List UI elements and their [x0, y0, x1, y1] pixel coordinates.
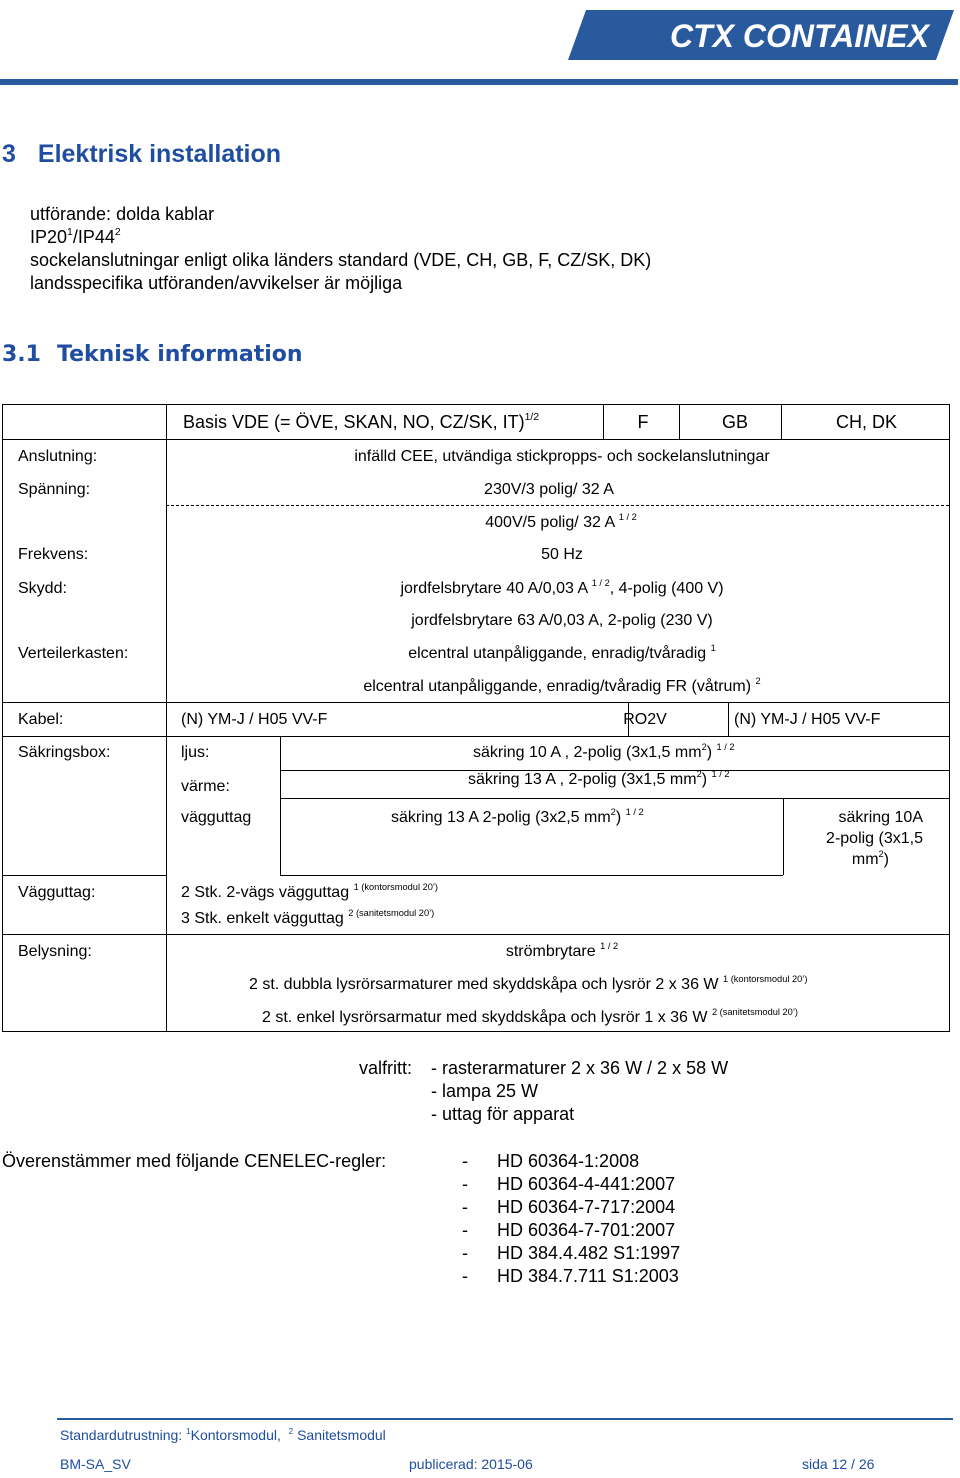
spanning-400v: 400V/5 polig/ 32 A $^{1 / 2}$	[485, 512, 637, 531]
kabel-ch-dk: (N) YM-J / H05 VV-F	[734, 711, 881, 728]
cenelec-item: HD 60364-1:2008	[497, 1151, 640, 1171]
cenelec-item: HD 60364-7-717:2004	[497, 1197, 676, 1217]
spanning-230v: 230V/3 polig/ 32 A	[484, 481, 614, 498]
label-spanning: Spänning:	[18, 481, 91, 498]
cenelec-label: Överenstämmer med följande CENELEC-regler:	[2, 1151, 387, 1171]
belysning-strombrytare: strömbrytare $^{1 / 2}$	[505, 941, 619, 960]
vagguttag-enkelt: 3 Stk. enkelt vägguttag $^{2 (sanitetsmodul 20’)}$	[181, 908, 435, 927]
kabel-f: RO2V	[623, 711, 667, 728]
section-heading	[2, 140, 281, 169]
header-rule	[0, 79, 958, 85]
label-belysning: Belysning:	[18, 943, 92, 960]
belysning-enkel: 2 st. enkel lysrörsarmatur med skyddskåpa och lysrör 1 x 36 W $^{2 (sanitetsmodul 20’)}$	[262, 1007, 798, 1026]
header-f: F	[637, 412, 649, 432]
footer-published: publicerad: 2015-06	[409, 1456, 533, 1472]
label-vagguttag: Vägguttag:	[18, 884, 96, 901]
intro-line-4: landsspecifika utföranden/avvikelser är möjliga	[30, 273, 403, 293]
ch-sakring-line-1: säkring 10A	[838, 809, 923, 826]
cenelec-item: HD 384.4.482 S1:1997	[497, 1243, 681, 1263]
label-sakringsbox: Säkringsbox:	[18, 744, 111, 761]
belysning-dubbla: 2 st. dubbla lysrörsarmaturer med skyddskåpa och lysrör 2 x 36 W $^{1 (kontorsmodul 20’)}$	[249, 974, 808, 993]
subsection-title: Teknisk information	[56, 342, 303, 367]
subsection-heading	[2, 342, 303, 367]
section-number: 3	[2, 140, 16, 168]
ljus-label: ljus:	[181, 744, 210, 761]
header-basis: Basis VDE (= ÖVE, SKAN, NO, CZ/SK, IT)$^{1/2}$	[183, 412, 540, 432]
label-frekvens: Frekvens:	[18, 546, 89, 563]
label-kabel: Kabel:	[18, 711, 64, 728]
verteiler-fr: elcentral utanpåliggande, enradig/tvåradig FR (våtrum) $^2$	[363, 676, 761, 695]
intro-line-3: sockelanslutningar enligt olika länders standard (VDE, CH, GB, F, CZ/SK, DK)	[30, 250, 652, 270]
cenelec-dash: -	[462, 1174, 468, 1194]
footer-page: sida 12 / 26	[802, 1456, 875, 1472]
label-skydd: Skydd:	[18, 580, 67, 597]
optional-label: valfritt:	[359, 1058, 413, 1078]
footer-doc-id: BM-SA_SV	[60, 1456, 131, 1472]
vagguttag-sak-value: säkring 13 A 2-polig (3x2,5 $mm^2$) $^{1 / 2}$	[391, 807, 644, 826]
cenelec-dash: -	[462, 1151, 468, 1171]
cenelec-dash: -	[462, 1243, 468, 1263]
varme-label: värme:	[181, 778, 230, 795]
cenelec-item: HD 60364-7-701:2007	[497, 1220, 676, 1240]
cenelec-dash: -	[462, 1220, 468, 1240]
varme-value: säkring 13 A , 2-polig (3x1,5 $mm^2$) $^{1 / 2}$	[468, 769, 730, 788]
optional-item: - rasterarmaturer 2 x 36 W / 2 x 58 W	[431, 1058, 729, 1078]
ljus-value: säkring 10 A , 2-polig (3x1,5 $mm^2$) $^{1 / 2}$	[473, 742, 735, 761]
cenelec-item: HD 60364-4-441:2007	[497, 1174, 676, 1194]
anslutning-value: infälld CEE, utvändiga stickpropps- och sockelanslutningar	[354, 448, 770, 465]
optional-item: - uttag för apparat	[431, 1104, 575, 1124]
containex-logo	[568, 10, 956, 62]
header-gb: GB	[721, 412, 749, 432]
section-title: Elektrisk installation	[37, 140, 282, 168]
skydd-63a: jordfelsbrytare 63 A/0,03 A, 2-polig (230 V)	[411, 612, 713, 629]
ch-sakring-line-2: 2-polig (3x1,5	[826, 830, 923, 847]
cenelec-dash: -	[462, 1266, 468, 1286]
vagguttag-sak-label: vägguttag	[181, 809, 252, 826]
intro-line-2: $IP20^1/IP44^2$	[30, 227, 121, 247]
logo-wordmark: CTX CONTAINEX	[670, 18, 929, 54]
vagguttag-2vags: 2 Stk. 2-vägs vägguttag $^{1 (kontorsmodul 20’)}$	[181, 882, 439, 901]
subsection-number: 3.1	[2, 342, 41, 367]
verteiler-standard: elcentral utanpåliggande, enradig/tvåradig $^1$	[408, 643, 716, 662]
header-ch-dk: CH, DK	[836, 412, 898, 432]
cenelec-item: HD 384.7.711 S1:2003	[497, 1266, 679, 1286]
footer-rule	[57, 1418, 953, 1420]
intro-line-1: utförande: dolda kablar	[30, 204, 215, 224]
label-verteilerkasten: Verteilerkasten:	[18, 645, 129, 662]
footer-standard: Standardutrustning: $^1$Kontorsmodul, $^2$ Sanitetsmodul	[60, 1426, 386, 1443]
optional-item: - lampa 25 W	[431, 1081, 539, 1101]
frekvens-value: 50 Hz	[541, 546, 583, 563]
technical-info-table	[2, 404, 950, 1032]
ch-sakring-line-3: $mm^2$)	[851, 849, 889, 868]
kabel-basis: (N) YM-J / H05 VV-F	[181, 711, 328, 728]
cenelec-dash: -	[462, 1197, 468, 1217]
skydd-40a: jordfelsbrytare 40 A/0,03 A $^{1 / 2}$, 4-polig (400 V)	[400, 578, 724, 597]
label-anslutning: Anslutning:	[18, 448, 98, 465]
ctx-logo-graphic	[568, 10, 954, 60]
